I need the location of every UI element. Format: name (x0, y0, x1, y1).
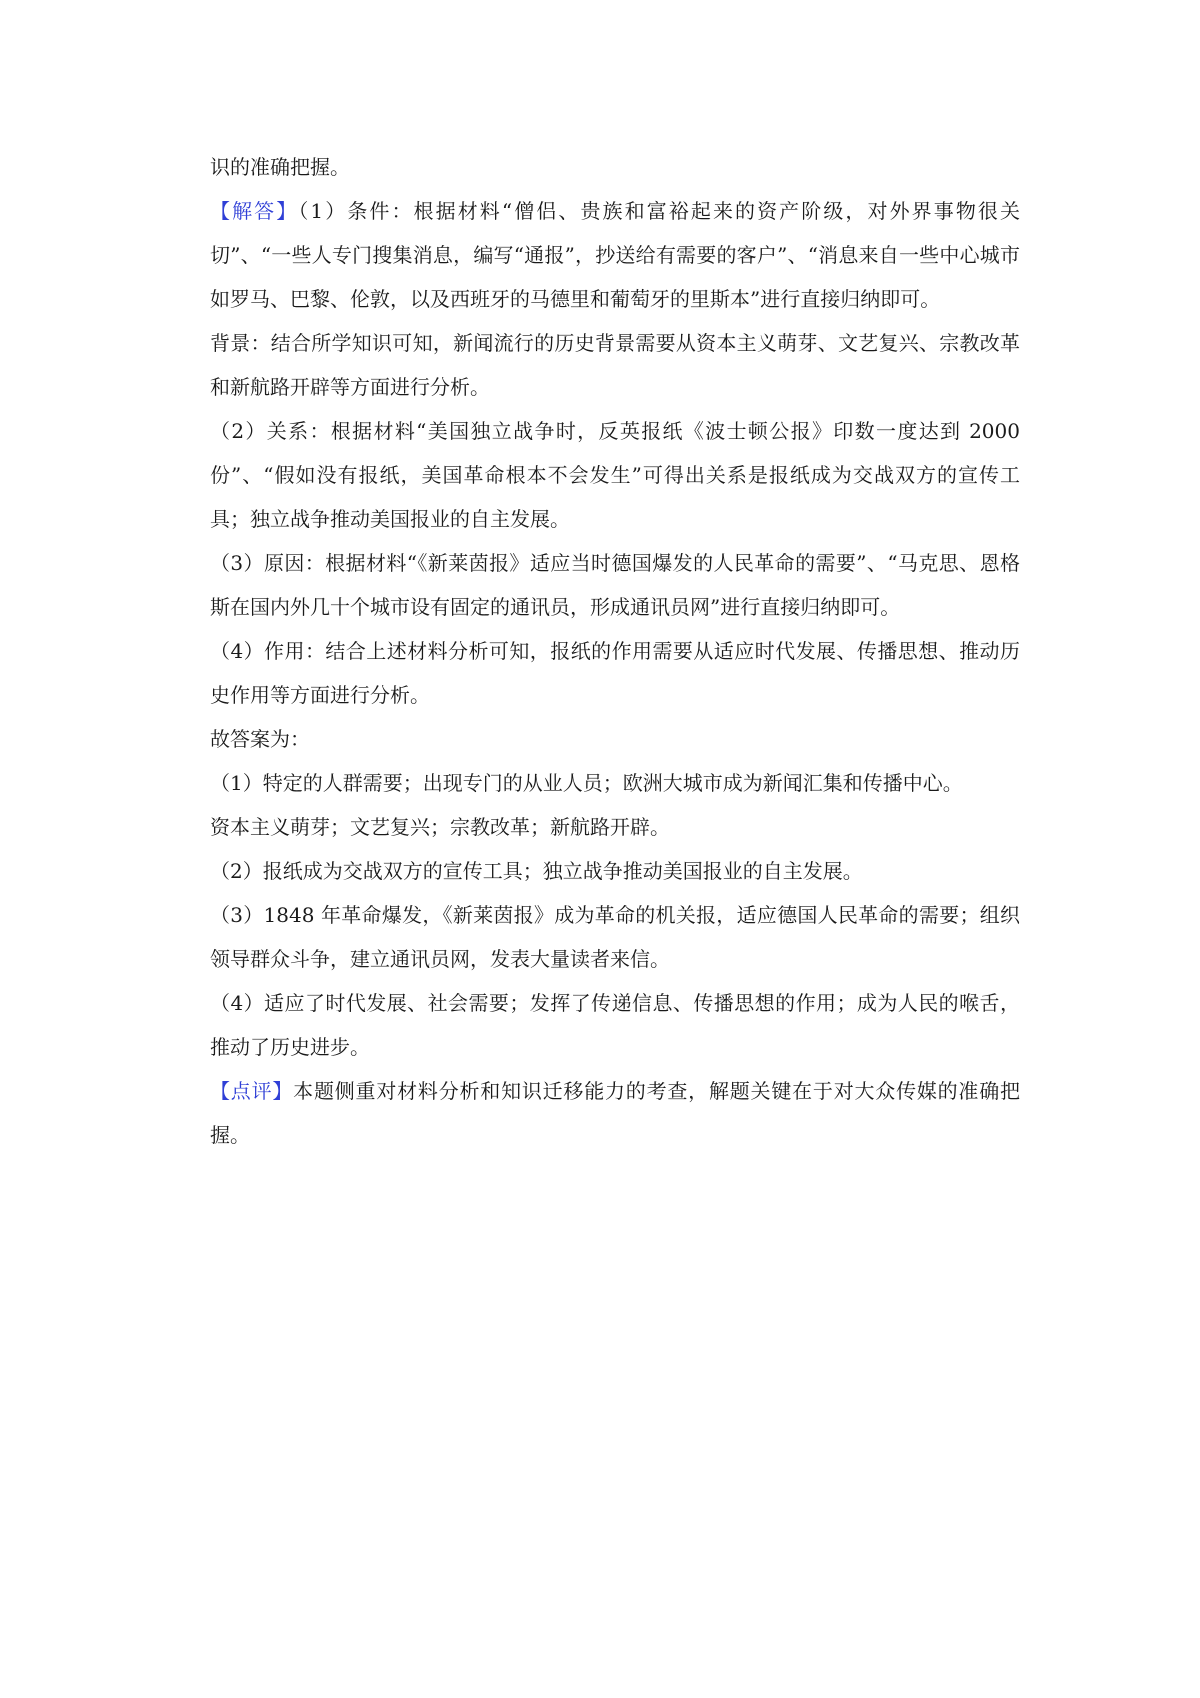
answer-item-1 (210, 761, 1020, 805)
paragraph-text: 本题侧重对材料分析和知识迁移能力的考查，解题关键在于对大众传媒的准确把握。 (210, 1079, 1021, 1147)
paragraph-text: （3）原因：根据材料“《新莱茵报》适应当时德国爆发的人民革命的需要”、“马克思、恩格斯在国内外几十个城市设有固定的通讯员，形成通讯员网”进行直接归纳即可。 (210, 551, 1020, 619)
paragraph-text: 识的准确把握。 (210, 155, 350, 179)
document-body (210, 145, 1020, 1157)
effect-paragraph (210, 629, 1020, 717)
comment-tag: 【点评】 (210, 1079, 294, 1103)
paragraph-text: （4）作用：结合上述材料分析可知，报纸的作用需要从适应时代发展、传播思想、推动历史作用等方面进行分析。 (210, 639, 1020, 707)
paragraph-text: （1）特定的人群需要；出现专门的从业人员；欧洲大城市成为新闻汇集和传播中心。 (210, 771, 963, 795)
background-paragraph (210, 321, 1020, 409)
paragraph-text: （2）报纸成为交战双方的宣传工具；独立战争推动美国报业的自主发展。 (210, 859, 863, 883)
paragraph-text: 背景：结合所学知识可知，新闻流行的历史背景需要从资本主义萌芽、文艺复兴、宗教改革和新航路开辟等方面进行分析。 (210, 331, 1020, 399)
answer-paragraph (210, 189, 1020, 321)
answer-item-1-background (210, 805, 1020, 849)
paragraph-text: （3）1848 年革命爆发，《新莱茵报》成为革命的机关报，适应德国人民革命的需要；组织领导群众斗争，建立通讯员网，发表大量读者来信。 (210, 903, 1020, 971)
paragraph-continuation (210, 145, 1020, 189)
paragraph-text: （2）关系：根据材料“美国独立战争时，反英报纸《波士顿公报》印数一度达到 2000 份”、“假如没有报纸，美国革命根本不会发生”可得出关系是报纸成为交战双方的宣传工具；独立战争推动美国报业的自主发展。 (210, 419, 1020, 531)
answer-item-2 (210, 849, 1020, 893)
paragraph-text: （1）条件：根据材料“僧侣、贵族和富裕起来的资产阶级，对外界事物很关切”、“一些人专门搜集消息，编写“通报”，抄送给有需要的客户”、“消息来自一些中心城市如罗马、巴黎、伦敦，以及西班牙的马德里和葡萄牙的里斯本”进行直接归纳即可。 (210, 199, 1021, 311)
paragraph-text: 资本主义萌芽；文艺复兴；宗教改革；新航路开辟。 (210, 815, 670, 839)
comment-paragraph (210, 1069, 1020, 1157)
answer-heading (210, 717, 1020, 761)
reason-paragraph (210, 541, 1020, 629)
relation-paragraph (210, 409, 1020, 541)
answer-tag: 【解答】 (210, 199, 299, 223)
answer-item-4 (210, 981, 1020, 1069)
answer-item-3 (210, 893, 1020, 981)
paragraph-text: （4）适应了时代发展、社会需要；发挥了传递信息、传播思想的作用；成为人民的喉舌，推动了历史进步。 (210, 991, 1020, 1059)
paragraph-text: 故答案为： (210, 727, 310, 751)
